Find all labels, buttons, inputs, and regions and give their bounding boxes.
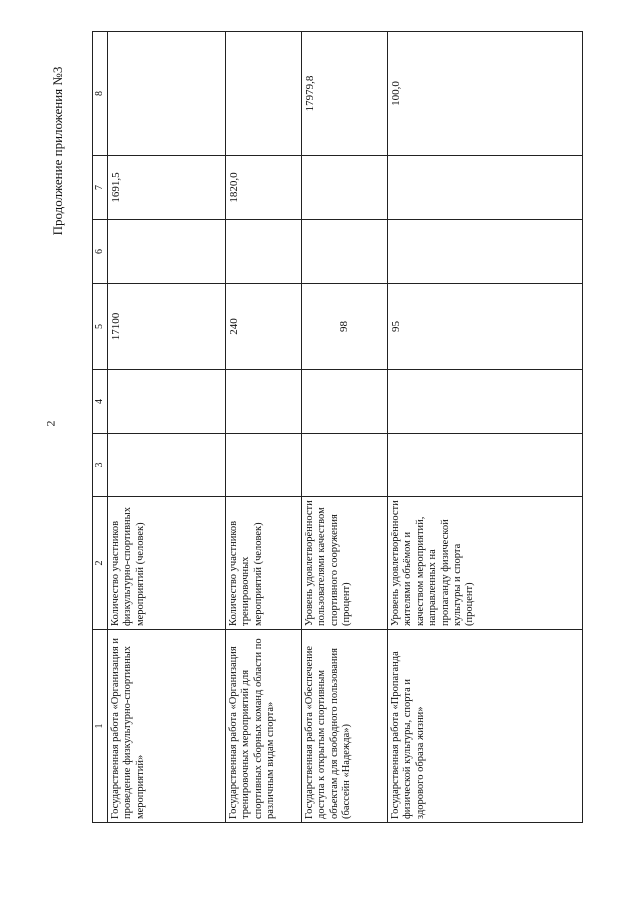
work-cell: Государственная работа «Пропаганда физической культуры, спорта и здорового образа жизни» bbox=[388, 630, 583, 823]
header-row bbox=[93, 32, 108, 823]
header-cell: 3 bbox=[93, 434, 108, 497]
page-number: 2 bbox=[43, 420, 58, 427]
value-cell bbox=[108, 370, 226, 434]
value-cell bbox=[388, 220, 583, 284]
table-row bbox=[108, 32, 226, 823]
value-cell: 17100 bbox=[108, 284, 226, 370]
value-cell bbox=[226, 32, 302, 156]
value-cell: 1691,5 bbox=[108, 156, 226, 220]
header-cell: 2 bbox=[93, 497, 108, 630]
rotated-table-container bbox=[92, 32, 583, 823]
header-cell: 8 bbox=[93, 32, 108, 156]
indicator-cell: Уровень удовлетворённости жителями объёмом и качеством мероприятий, направленных на пропаганду физической культуры и спорта (процент) bbox=[388, 497, 583, 630]
header-cell: 4 bbox=[93, 370, 108, 434]
indicator-cell: Количество участников физкультурно-спортивных мероприятий (человек) bbox=[108, 497, 226, 630]
table-row bbox=[302, 32, 388, 823]
data-table bbox=[92, 31, 583, 823]
header-cell: 6 bbox=[93, 220, 108, 284]
value-cell bbox=[108, 220, 226, 284]
indicator-cell: Уровень удовлетворённости пользователями качеством спортивного сооружения (процент) bbox=[302, 497, 388, 630]
header-cell: 7 bbox=[93, 156, 108, 220]
value-cell: 17979,8 bbox=[302, 32, 388, 156]
value-cell bbox=[226, 434, 302, 497]
value-cell: 1820,0 bbox=[226, 156, 302, 220]
value-cell bbox=[108, 32, 226, 156]
value-cell: 95 bbox=[388, 284, 583, 370]
header-cell: 1 bbox=[93, 630, 108, 823]
work-cell: Государственная работа «Организация тренировочных мероприятий для спортивных сборных команд области по различным видам спорта» bbox=[226, 630, 302, 823]
table-row bbox=[388, 32, 583, 823]
table-row bbox=[226, 32, 302, 823]
value-cell bbox=[388, 370, 583, 434]
annex-title: Продолжение приложения №3 bbox=[50, 66, 65, 236]
value-cell bbox=[302, 220, 388, 284]
value-cell bbox=[388, 156, 583, 220]
work-cell: Государственная работа «Обеспечение доступа к открытым спортивным объектам для свободного пользования (бассейн «Надежда») bbox=[302, 630, 388, 823]
value-cell: 100,0 bbox=[388, 32, 583, 156]
value-cell: 98 bbox=[302, 284, 388, 370]
header-cell: 5 bbox=[93, 284, 108, 370]
value-cell bbox=[226, 370, 302, 434]
work-cell: Государственная работа «Организация и проведение физкультурно-спортивных мероприятий» bbox=[108, 630, 226, 823]
value-cell bbox=[302, 370, 388, 434]
value-cell bbox=[108, 434, 226, 497]
value-cell bbox=[226, 220, 302, 284]
value-cell: 240 bbox=[226, 284, 302, 370]
value-cell bbox=[302, 156, 388, 220]
value-cell bbox=[302, 434, 388, 497]
value-cell bbox=[388, 434, 583, 497]
indicator-cell: Количество участников тренировочных мероприятий (человек) bbox=[226, 497, 302, 630]
